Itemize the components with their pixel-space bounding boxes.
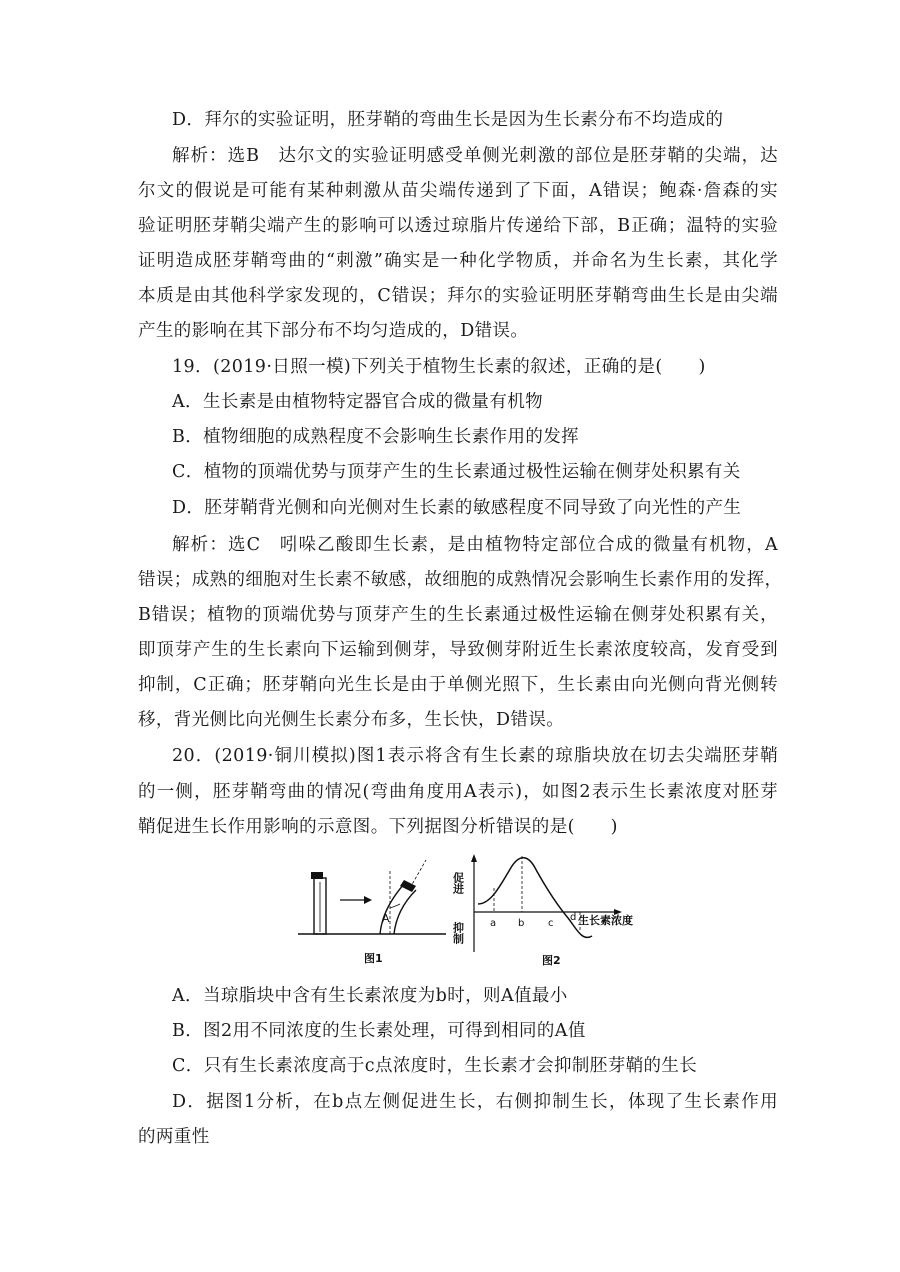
analysis-line: 解析：选C 吲哚乙酸即生长素，是由植物特定部位合成的微量有机物，A: [172, 535, 778, 555]
figure-1-diagram: [298, 860, 446, 965]
option-c: C．植物的顶端优势与顶芽产生的生长素通过极性运输在侧芽处积累有关: [172, 462, 741, 482]
option-a: A．生长素是由植物特定器官合成的微量有机物: [172, 392, 544, 412]
analysis-line: 验证明胚芽鞘尖端产生的影响可以透过琼脂片传递给下部，B正确；温特的实验: [138, 216, 778, 236]
analysis-line: 移，背光侧比向光侧生长素分布多，生长快，D错误。: [138, 710, 565, 730]
point-d-label: d: [570, 912, 577, 923]
angle-label: A: [382, 912, 390, 925]
analysis-line: 尔文的假说是可能有某种刺激从苗尖端传递到了下面，A错误；鲍森·詹森的实: [138, 181, 778, 201]
x-axis-label: 生长素浓度: [578, 914, 633, 927]
option-d: D．据图1分析，在b点左侧促进生长，右侧抑制生长，体现了生长素作用: [172, 1092, 778, 1112]
question-20-stem: 20．(2019·铜川模拟)图1表示将含有生长素的琼脂块放在切去尖端胚芽鞘: [172, 746, 778, 766]
option-d: D．胚芽鞘背光侧和向光侧对生长素的敏感程度不同导致了向光性的产生: [172, 498, 742, 518]
point-b-label: b: [518, 918, 525, 929]
figure-2-caption: 图2: [542, 954, 561, 967]
analysis-line: 抑制，C正确；胚芽鞘向光生长是由于单侧光照下，生长素由向光侧向背光侧转: [138, 675, 778, 695]
analysis-line: 证明造成胚芽鞘弯曲的“刺激”确实是一种化学物质，并命名为生长素，其化学: [138, 251, 778, 271]
question-20-figure: [296, 852, 666, 972]
option-b: B．植物细胞的成熟程度不会影响生长素作用的发挥: [172, 427, 580, 447]
analysis-line: 本质是由其他科学家发现的，C错误；拜尔的实验证明胚芽鞘弯曲生长是由尖端: [138, 286, 778, 306]
y-axis-inhibit-label: 抑制: [451, 922, 465, 944]
option-b: B．图2用不同浓度的生长素处理，可得到相同的A值: [172, 1021, 586, 1041]
option-line: D．拜尔的实验证明，胚芽鞘的弯曲生长是因为生长素分布不均造成的: [172, 110, 724, 130]
analysis-line: 错误；成熟的细胞对生长素不敏感，故细胞的成熟情况会影响生长素作用的发挥，: [138, 570, 783, 590]
option-a: A．当琼脂块中含有生长素浓度为b时，则A值最小: [172, 986, 568, 1006]
option-c: C．只有生长素浓度高于c点浓度时，生长素才会抑制胚芽鞘的生长: [172, 1056, 698, 1076]
question-19-stem: 19．(2019·日照一模)下列关于植物生长素的叙述，正确的是( ): [172, 357, 706, 377]
point-a-label: a: [490, 918, 497, 929]
question-20-stem: 的一侧，胚芽鞘弯曲的情况(弯曲角度用A表示)，如图2表示生长素浓度对胚芽: [138, 782, 778, 802]
analysis-line: 解析：选B 达尔文的实验证明感受单侧光刺激的部位是胚芽鞘的尖端，达: [172, 146, 778, 166]
analysis-line: B错误；植物的顶端优势与顶芽产生的生长素通过极性运输在侧芽处积累有关，: [138, 605, 778, 625]
y-axis-promote-label: 促进: [451, 872, 465, 894]
analysis-line: 产生的影响在其下部分布不均匀造成的，D错误。: [138, 321, 529, 341]
point-c-label: c: [548, 918, 554, 929]
figure-2-graph: [452, 854, 634, 967]
option-d-continued: 的两重性: [138, 1127, 210, 1147]
figure-1-caption: 图1: [364, 952, 383, 965]
analysis-line: 即顶芽产生的生长素向下运输到侧芽，导致侧芽附近生长素浓度较高，发育受到: [138, 640, 778, 660]
question-20-stem: 鞘促进生长作用影响的示意图。下列据图分析错误的是( ): [138, 817, 618, 837]
